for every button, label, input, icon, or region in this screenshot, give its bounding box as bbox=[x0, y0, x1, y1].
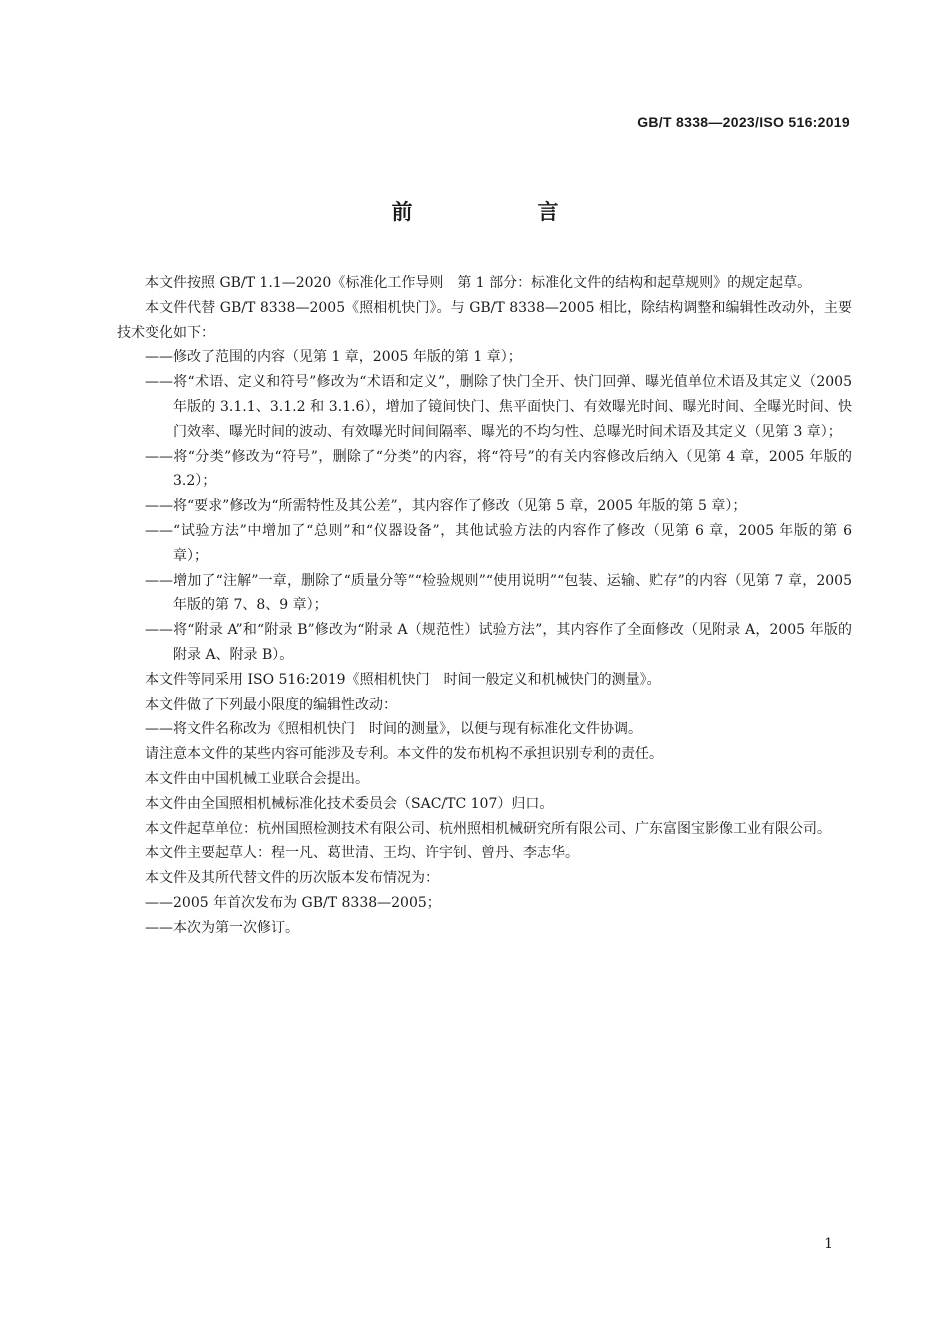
list-item: ——将文件名称改为《照相机快门 时间的测量》，以便与现有标准化文件协调。 bbox=[145, 721, 642, 738]
paragraph: 本文件主要起草人：程一凡、葛世清、王均、许宇钊、曾丹、李志华。 bbox=[145, 845, 579, 862]
paragraph: 本文件由全国照相机械标准化技术委员会（SAC/TC 107）归口。 bbox=[145, 795, 554, 812]
paragraph: 本文件按照 GB/T 1.1—2020《标准化工作导则 第 1 部分：标准化文件的结构和起草规则》的规定起草。 bbox=[145, 275, 812, 291]
list-item: ——将“术语、定义和符号”修改为“术语和定义”，删除了快门全开、快门回弹、曝光值单位术语及其定义（2005 年版的 3.1.1、3.1.2 和 3.1.6），增加了镜间快门、焦平面快门、有效曝光时间、曝光时间、全曝光时间、快门效率、曝光时间的波动、有效曝光时间间隔率、曝光的不均匀性、总曝光时间术语及其定义（见第 3 章）； bbox=[145, 374, 852, 440]
paragraph: 本文件等同采用 ISO 516:2019《照相机快门 时间一般定义和机械快门的测量》。 bbox=[145, 671, 661, 688]
paragraph: 本文件起草单位：杭州国照检测技术有限公司、杭州照相机械研究所有限公司、广东富图宝影像工业有限公司。 bbox=[145, 820, 831, 837]
list-item: ——将“分类”修改为“符号”，删除了“分类”的内容，将“符号”的有关内容修改后纳入（见第 4 章，2005 年版的 3.2）； bbox=[145, 448, 852, 490]
list-item: ——修改了范围的内容（见第 1 章，2005 年版的第 1 章）； bbox=[145, 349, 522, 366]
paragraph: 本文件做了下列最小限度的编辑性改动： bbox=[145, 696, 397, 713]
page-number: 1 bbox=[824, 1236, 833, 1252]
paragraph: 本文件代替 GB/T 8338—2005《照相机快门》。与 GB/T 8338—2005 相比，除结构调整和编辑性改动外，主要技术变化如下： bbox=[117, 299, 852, 341]
paragraph: 请注意本文件的某些内容可能涉及专利。本文件的发布机构不承担识别专利的责任。 bbox=[145, 746, 663, 763]
list-item: ——本次为第一次修订。 bbox=[145, 919, 299, 936]
standard-code: GB/T 8338—2023/ISO 516:2019 bbox=[637, 114, 850, 130]
list-item: ——增加了“注解”一章，删除了“质量分等”“检验规则”“使用说明”“包装、运输、贮存”的内容（见第 7 章，2005 年版的第 7、8、9 章）； bbox=[145, 572, 852, 614]
paragraph: 本文件及其所代替文件的历次版本发布情况为： bbox=[145, 870, 439, 887]
list-item: ——将“附录 A”和“附录 B”修改为“附录 A（规范性）试验方法”，其内容作了全面修改（见附录 A，2005 年版的附录 A、附录 B）。 bbox=[145, 622, 852, 663]
list-item: ——2005 年首次发布为 GB/T 8338—2005； bbox=[145, 894, 441, 911]
page-title: 前 言 bbox=[391, 200, 611, 224]
document-body bbox=[117, 271, 852, 941]
list-item: ——将“要求”修改为“所需特性及其公差”，其内容作了修改（见第 5 章，2005 年版的第 5 章）； bbox=[145, 498, 747, 515]
list-item: ——“试验方法”中增加了“总则”和“仪器设备”，其他试验方法的内容作了修改（见第 6 章，2005 年版的第 6 章）； bbox=[145, 522, 852, 564]
paragraph: 本文件由中国机械工业联合会提出。 bbox=[145, 770, 369, 787]
